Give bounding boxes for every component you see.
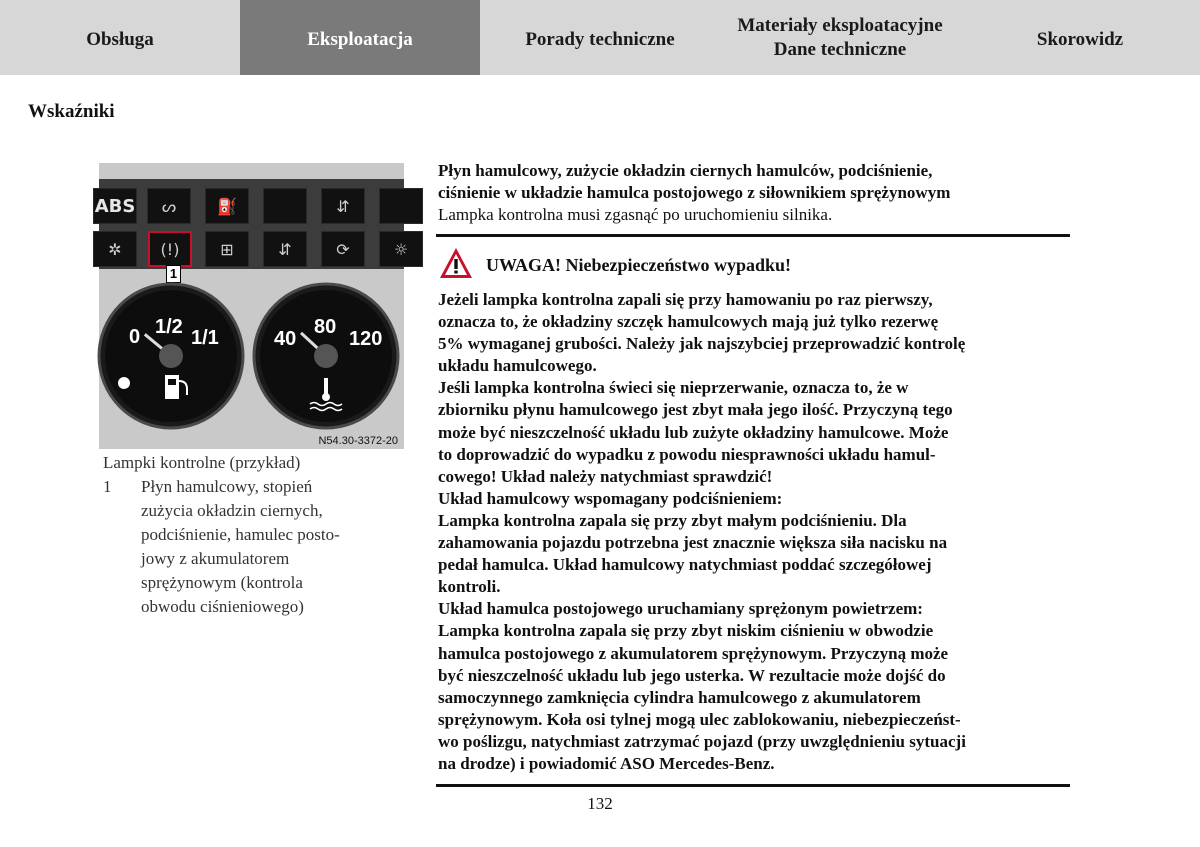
- warning-line: to doprowadzić do wypadku z powodu niesprawności układu hamul-: [438, 444, 936, 464]
- warning-line: pedał hamulca. Układ hamulcowy natychmiast poddać szczegółowej: [438, 555, 932, 575]
- warning-line: Lampka kontrolna zapala się przy zbyt niskim ciśnieniu w obwodzie: [438, 621, 934, 641]
- warning-bottom-rule: [436, 784, 1070, 787]
- warning-line: zahamowania pojazdu potrzebna jest znacznie większa siła nacisku na: [438, 533, 948, 553]
- fuel-needle-hub: [159, 344, 183, 368]
- legend-text: [141, 475, 381, 619]
- warning-line: układu hamulcowego.: [438, 356, 597, 376]
- fuel-label-full: 1/1: [191, 327, 219, 349]
- content-heading: [438, 160, 1070, 204]
- tab-label: Porady techniczne: [525, 28, 675, 50]
- warning-top-rule: [436, 234, 1070, 237]
- abs-lamp-icon: ABS: [93, 188, 137, 224]
- legend-line: sprężynowym (kontrola: [141, 573, 303, 592]
- temp-label-40: 40: [274, 328, 297, 350]
- warning-line: Układ hamulca postojowego uruchamiany sprężonym powietrzem:: [438, 599, 923, 619]
- warning-title: UWAGA! Niebezpieczeństwo wypadku!: [486, 254, 791, 275]
- warning-box: [438, 240, 1070, 773]
- temp-label-120: 120: [349, 328, 383, 350]
- figure-legend: [103, 475, 403, 619]
- temp-needle-hub: [314, 344, 338, 368]
- fan-lamp-icon: ✲: [93, 231, 137, 267]
- warning-line: zbiorniku płynu hamulcowego jest zbyt mała jego ilość. Przyczyną tego: [438, 400, 953, 420]
- warning-line: samoczynnego zamknięcia cylindra hamulcowego z akumulatorem: [438, 687, 921, 707]
- temp-label-80: 80: [314, 316, 337, 338]
- warning-line: być nieszczelność układu lub jego usterka. W rezultacie może dojść do: [438, 665, 946, 685]
- warning-triangle-icon: [438, 246, 474, 280]
- warning-line: hamulca postojowego z akumulatorem sprężynowym. Przyczyną może: [438, 643, 949, 663]
- heading-line: Płyn hamulcowy, zużycie okładzin ciernych hamulców, podciśnienie,: [438, 161, 933, 180]
- figure-caption: Lampki kontrolne (przykład): [103, 453, 301, 472]
- legend-line: zużycia okładzin ciernych,: [141, 501, 323, 520]
- warning-line: wo poślizgu, natychmiast zatrzymać pojazd (przy uwzględnieniu sytuacji: [438, 731, 966, 751]
- fuel-gauge: [99, 284, 243, 428]
- tab-label-line1: Materiały eksploatacyjne: [737, 14, 943, 36]
- diff-lock-lamp-icon: ⇵: [263, 231, 307, 267]
- tab-materialy-dane[interactable]: [720, 0, 960, 75]
- warning-line: cowego! Układ należy natychmiast sprawdzić!: [438, 466, 773, 486]
- warning-line: na drodze) i powiadomić ASO Mercedes-Benz.: [438, 753, 775, 773]
- axle-lock-lamp-icon: ⇵: [321, 188, 365, 224]
- warning-line: Jeśli lampka kontrolna świeci się nieprzerwanie, oznacza to, że w: [438, 378, 909, 398]
- tab-label: Eksploatacja: [307, 28, 413, 50]
- tab-skorowidz[interactable]: [960, 0, 1200, 75]
- legend-line: podciśnienie, hamulec posto-: [141, 525, 340, 544]
- battery-lamp-icon: ⊞: [205, 231, 249, 267]
- callout-number: 1: [166, 265, 181, 283]
- tab-porady-techniczne[interactable]: [480, 0, 720, 75]
- warning-line: Jeżeli lampka kontrolna zapali się przy hamowaniu po raz pierwszy,: [438, 290, 933, 309]
- tab-label-line2: Dane techniczne: [773, 38, 907, 60]
- fuel-label-0: 0: [129, 326, 141, 348]
- oil-lamp-icon: ⛽: [205, 188, 249, 224]
- warning-line: kontroli.: [438, 577, 501, 597]
- tab-eksploatacja[interactable]: [240, 0, 480, 75]
- warning-line: Układ hamulcowy wspomagany podciśnieniem:: [438, 488, 783, 508]
- top-nav: [0, 0, 1200, 75]
- tab-obsluga[interactable]: [0, 0, 240, 75]
- intro-text: Lampka kontrolna musi zgasnąć po uruchomieniu silnika.: [438, 205, 833, 224]
- warning-line: 5% wymaganej grubości. Należy jak najszybciej przeprowadzić kontrolę: [438, 334, 966, 354]
- light-lamp-icon: ☼: [379, 231, 423, 267]
- warning-header: [438, 240, 1070, 286]
- warning-line: oznacza to, że okładziny szczęk hamulcowych mają już tylko rezerwę: [438, 312, 939, 332]
- temperature-gauge: [254, 284, 398, 428]
- legend-line: jowy z akumulatorem: [141, 549, 290, 568]
- reserve-dot: [118, 377, 130, 389]
- warning-line: może być nieszczelność układu lub zużyte okładziny hamulcowe. Może: [438, 422, 949, 442]
- legend-number: 1: [103, 477, 112, 496]
- instrument-cluster-figure: [94, 163, 409, 449]
- legend-line: obwodu ciśnieniowego): [141, 597, 304, 616]
- heading-line: ciśnienie w układzie hamulca postojowego z siłownikiem sprężynowym: [438, 183, 951, 202]
- warning-line: sprężynowym. Koła osi tylnej mogą ulec zablokowaniu, niebezpieczeńst-: [438, 709, 961, 729]
- warning-body: [438, 289, 1070, 775]
- warning-line: Lampka kontrolna zapala się przy zbyt małym podciśnieniu. Dla: [438, 510, 907, 530]
- legend-line: Płyn hamulcowy, stopień: [141, 477, 313, 496]
- rotation-lamp-icon: ⟳: [321, 231, 365, 267]
- fuel-label-half: 1/2: [155, 316, 183, 338]
- content-column: [438, 160, 1070, 226]
- section-title: Wskaźniki: [28, 101, 115, 122]
- glow-plug-lamp-icon: ᔕ: [147, 188, 191, 224]
- gauges-drawing: [99, 163, 404, 449]
- brake-lamp-icon: (!): [148, 231, 192, 267]
- page-number: 132: [587, 794, 613, 813]
- tab-label: Obsługa: [86, 28, 154, 50]
- tab-label: Skorowidz: [1036, 28, 1124, 50]
- figure-id: N54.30-3372-20: [318, 435, 398, 447]
